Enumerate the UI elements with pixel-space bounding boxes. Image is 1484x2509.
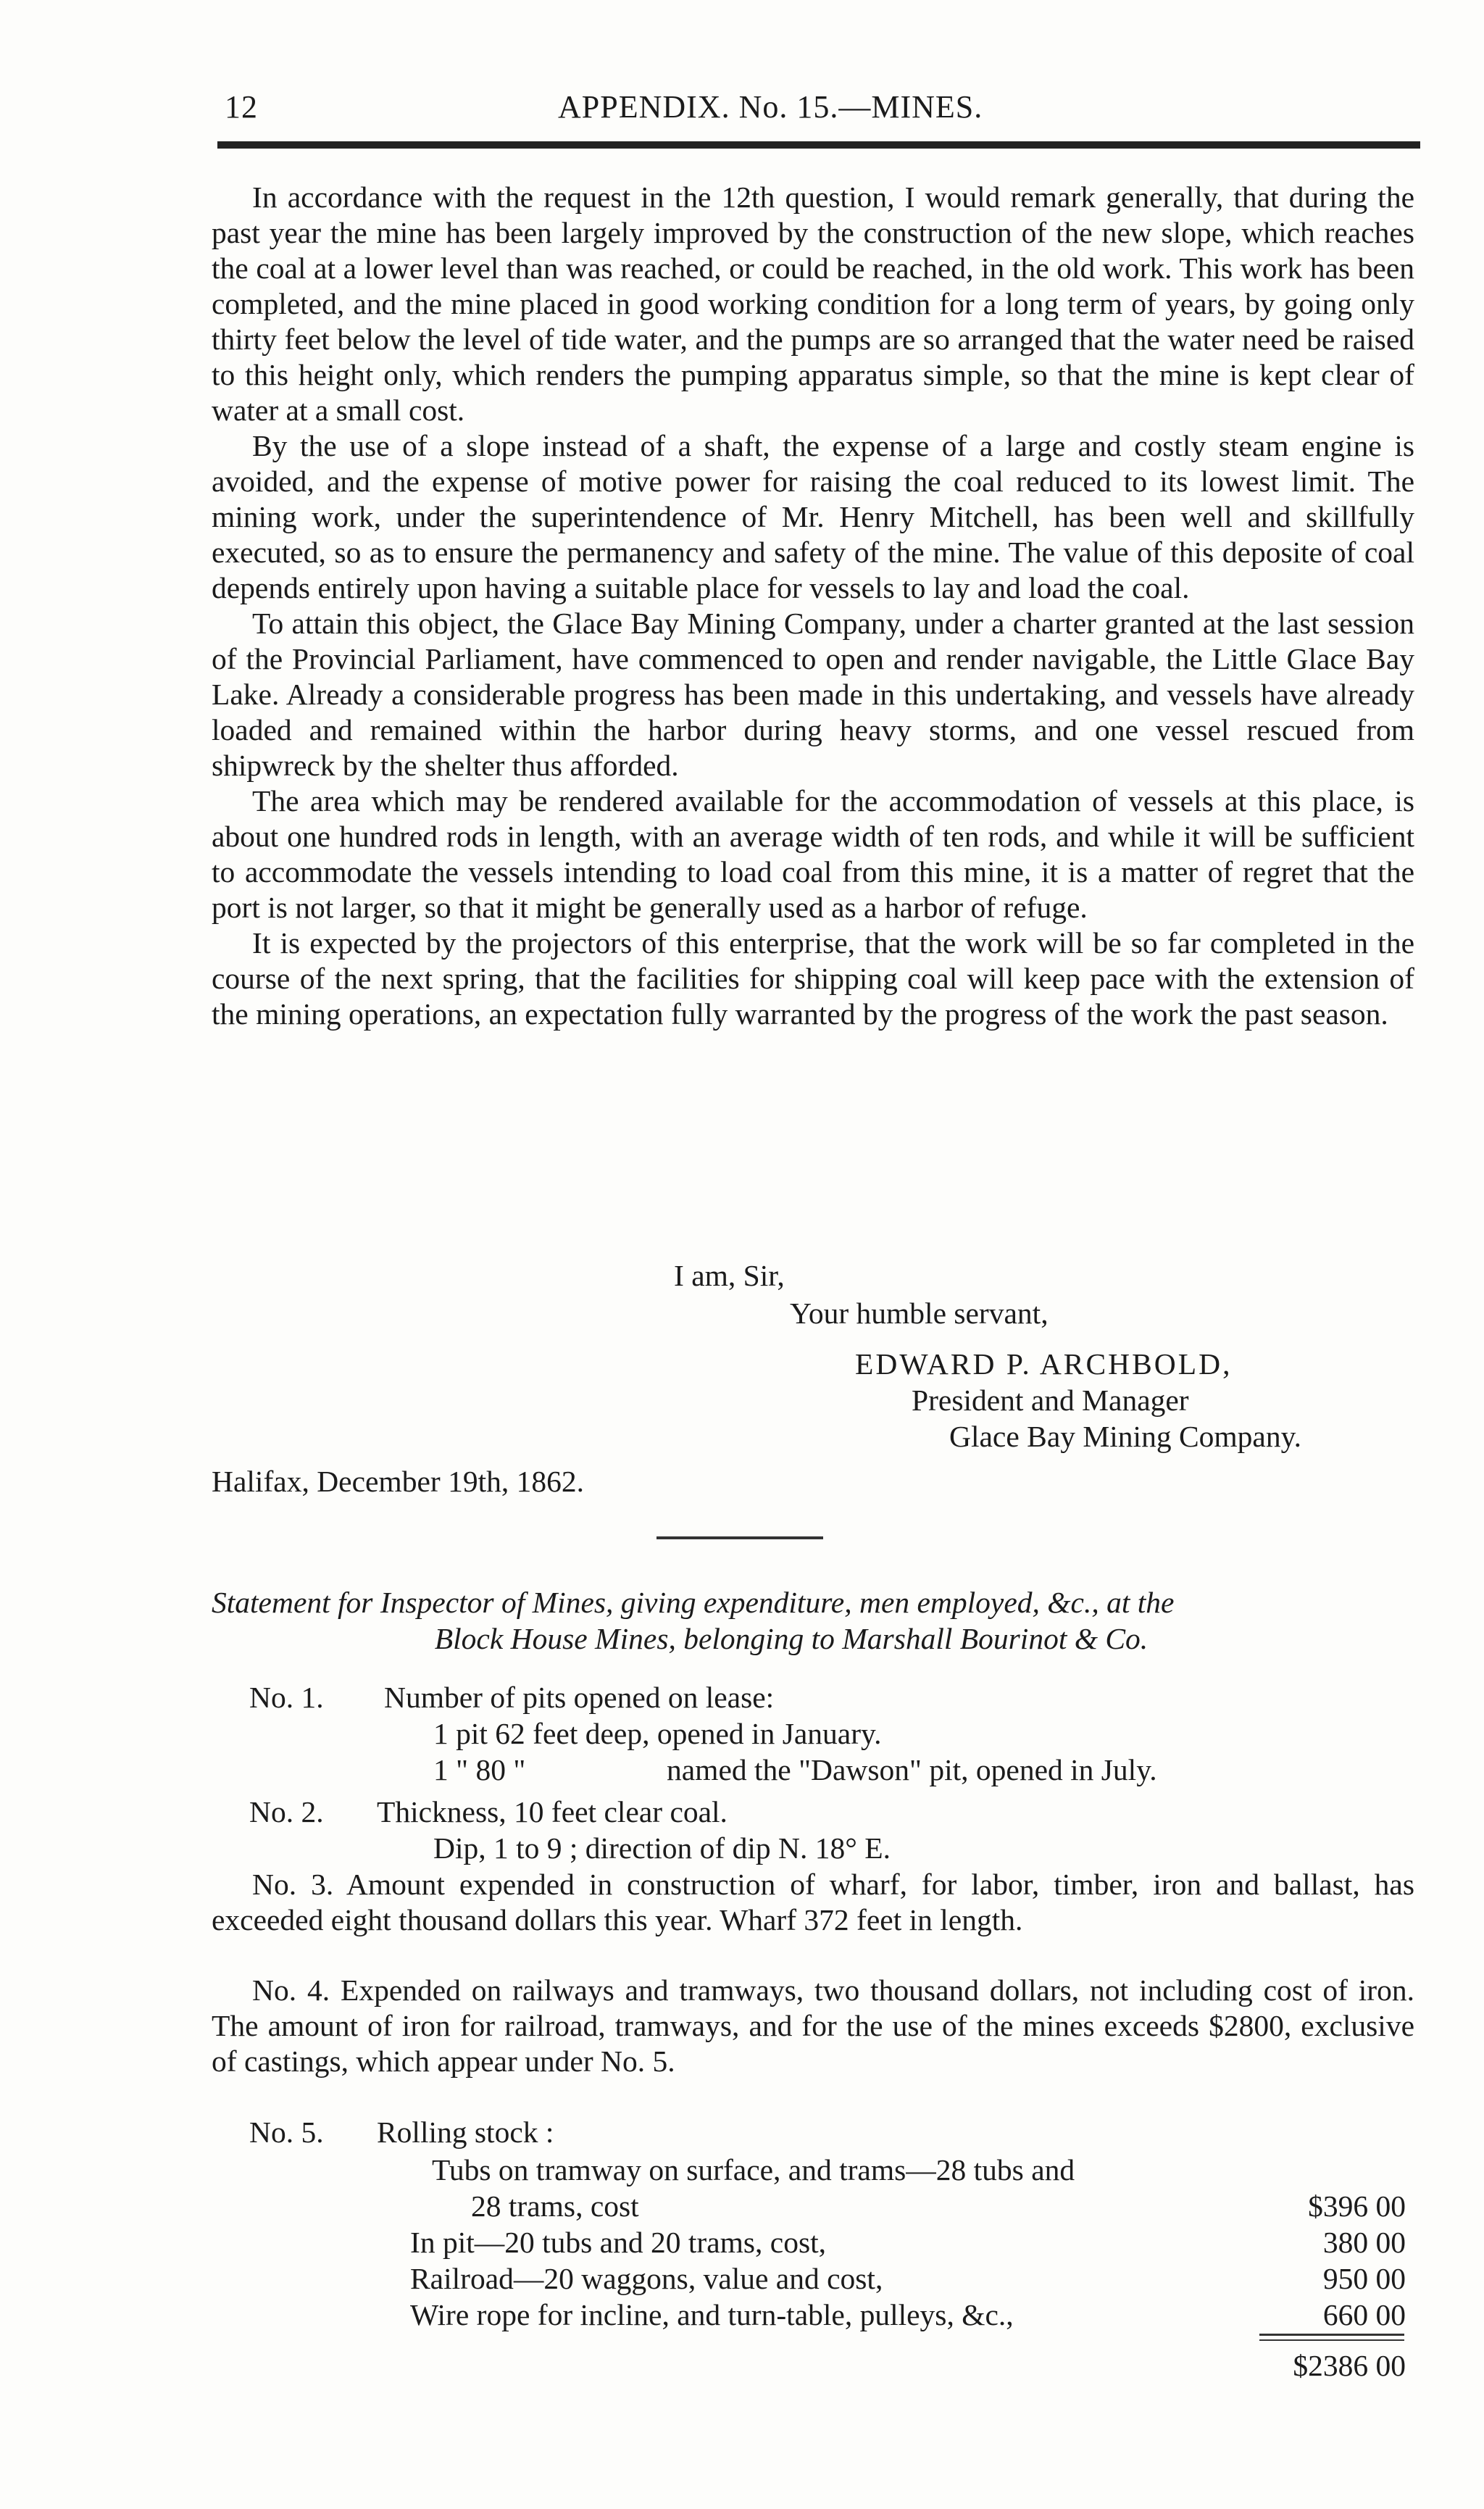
letter-paragraph: It is expected by the projectors of this enterprise, that the work will be so far completed in the course of the next spring, that the facilities for shipping coal will keep pace with the extension of the mining operations, an expectation fully warranted by the progress of the work the past season.	[212, 926, 1414, 1031]
rolling-stock-item: Railroad—20 waggons, value and cost,	[410, 2262, 883, 2295]
letter-body	[212, 180, 1414, 1032]
letter-paragraph: The area which may be rendered available for the accommodation of vessels at this place, is about one hundred rods in length, with an average width of ten rods, and while it will be sufficient to accommodate the vessels intending to load coal from this mine, it is a matter of regret that the port is not larger, so that it might be generally used as a harbor of refuge.	[212, 784, 1414, 924]
section-divider	[656, 1536, 823, 1539]
place-date: Halifax, December 19th, 1862.	[212, 1465, 584, 1498]
item-no2-label: No. 2.	[249, 1795, 324, 1828]
statement-title-line2: Block House Mines, belonging to Marshall Bourinot & Co.	[434, 1622, 1149, 1655]
rolling-stock-amount: 950 00	[1322, 2262, 1406, 2295]
page-number: 12	[225, 89, 258, 125]
item-no1-text: Number of pits opened on lease:	[384, 1681, 775, 1714]
signature-company: Glace Bay Mining Company.	[949, 1420, 1302, 1453]
rolling-stock-amount: $396 00	[1308, 2189, 1406, 2223]
closing-servant: Your humble servant,	[790, 1297, 1049, 1330]
rolling-stock-item: Wire rope for incline, and turn-table, pulleys, &c.,	[410, 2298, 1014, 2331]
page-title: APPENDIX. No. 15.—MINES.	[558, 89, 983, 125]
letter-paragraph: To attain this object, the Glace Bay Mining Company, under a charter granted at the last session of the Provincial Parliament, have commenced to open and render navigable, the Little Glace Bay Lake. Already a considerable progress has been made in this undertaking, and vessels have already loaded and remained within the harbor during heavy storms, and one vessel rescued from shipwreck by the shelter thus afforded.	[212, 607, 1414, 782]
item-no3	[212, 1867, 1414, 1938]
statement-title-line1: Statement for Inspector of Mines, giving expenditure, men employed, &c., at the	[212, 1586, 1175, 1619]
item-no1-pit-b-text: named the "Dawson" pit, opened in July.	[667, 1753, 1157, 1786]
rolling-stock-amount: 380 00	[1322, 2226, 1406, 2259]
signature-title: President and Manager	[912, 1384, 1189, 1417]
page-header	[210, 86, 1413, 129]
item-no1-pit-a: 1 pit 62 feet deep, opened in January.	[433, 1717, 882, 1750]
item-no5-label: No. 5.	[249, 2115, 324, 2149]
item-no4-text: No. 4. Expended on railways and tramways, two thousand dollars, not including cost of iron. The amount of iron for railroad, tramways, and for the use of the mines exceeds $2800, exclusive of castings, which appear under No. 5.	[212, 1973, 1414, 2078]
item-no2-text: Thickness, 10 feet clear coal.	[377, 1795, 728, 1828]
rolling-stock-item: 28 trams, cost	[471, 2189, 639, 2223]
item-no4	[212, 1973, 1414, 2079]
item-no1-pit-b-prefix: 1 " 80 "	[433, 1753, 526, 1786]
header-rule	[217, 141, 1420, 149]
statement-title	[212, 1584, 1414, 1657]
rolling-stock-item: Tubs on tramway on surface, and trams—28 tubs and	[432, 2153, 1075, 2186]
item-no3-text: No. 3. Amount expended in construction of wharf, for labor, timber, iron and ballast, has exceeded eight thousand dollars this year. Wharf 372 feet in length.	[212, 1868, 1414, 1936]
item-no5-text: Rolling stock :	[377, 2115, 554, 2149]
letter-paragraph: In accordance with the request in the 12th question, I would remark generally, that during the past year the mine has been largely improved by the construction of the new slope, which reaches the coal at a lower level than was reached, or could be reached, in the old work. This work has been completed, and the mine placed in good working condition for a long term of years, by going only thirty feet below the level of tide water, and the pumps are so arranged that the water need be raised to this height only, which renders the pumping apparatus simple, so that the mine is kept clear of water at a small cost.	[212, 180, 1414, 427]
rolling-stock-total: $2386 00	[1293, 2349, 1406, 2382]
closing: I am, Sir,	[674, 1259, 785, 1292]
item-no1-label: No. 1.	[249, 1681, 324, 1714]
rolling-stock-amount: 660 00	[1322, 2298, 1406, 2331]
item-no2-dip: Dip, 1 to 9 ; direction of dip N. 18° E.	[433, 1831, 891, 1865]
letter-paragraph: By the use of a slope instead of a shaft, the expense of a large and costly steam engine is avoided, and the expense of motive power for raising the coal reduced to its lowest limit. The mining work, under the superintendence of Mr. Henry Mitchell, has been well and skillfully executed, so as to ensure the permanency and safety of the mine. The value of this deposite of coal depends entirely upon having a suitable place for vessels to lay and load the coal.	[212, 429, 1414, 604]
total-rule	[1259, 2334, 1404, 2336]
signature-name: EDWARD P. ARCHBOLD,	[855, 1347, 1233, 1381]
total-rule-double	[1259, 2339, 1404, 2341]
rolling-stock-item: In pit—20 tubs and 20 trams, cost,	[410, 2226, 827, 2259]
